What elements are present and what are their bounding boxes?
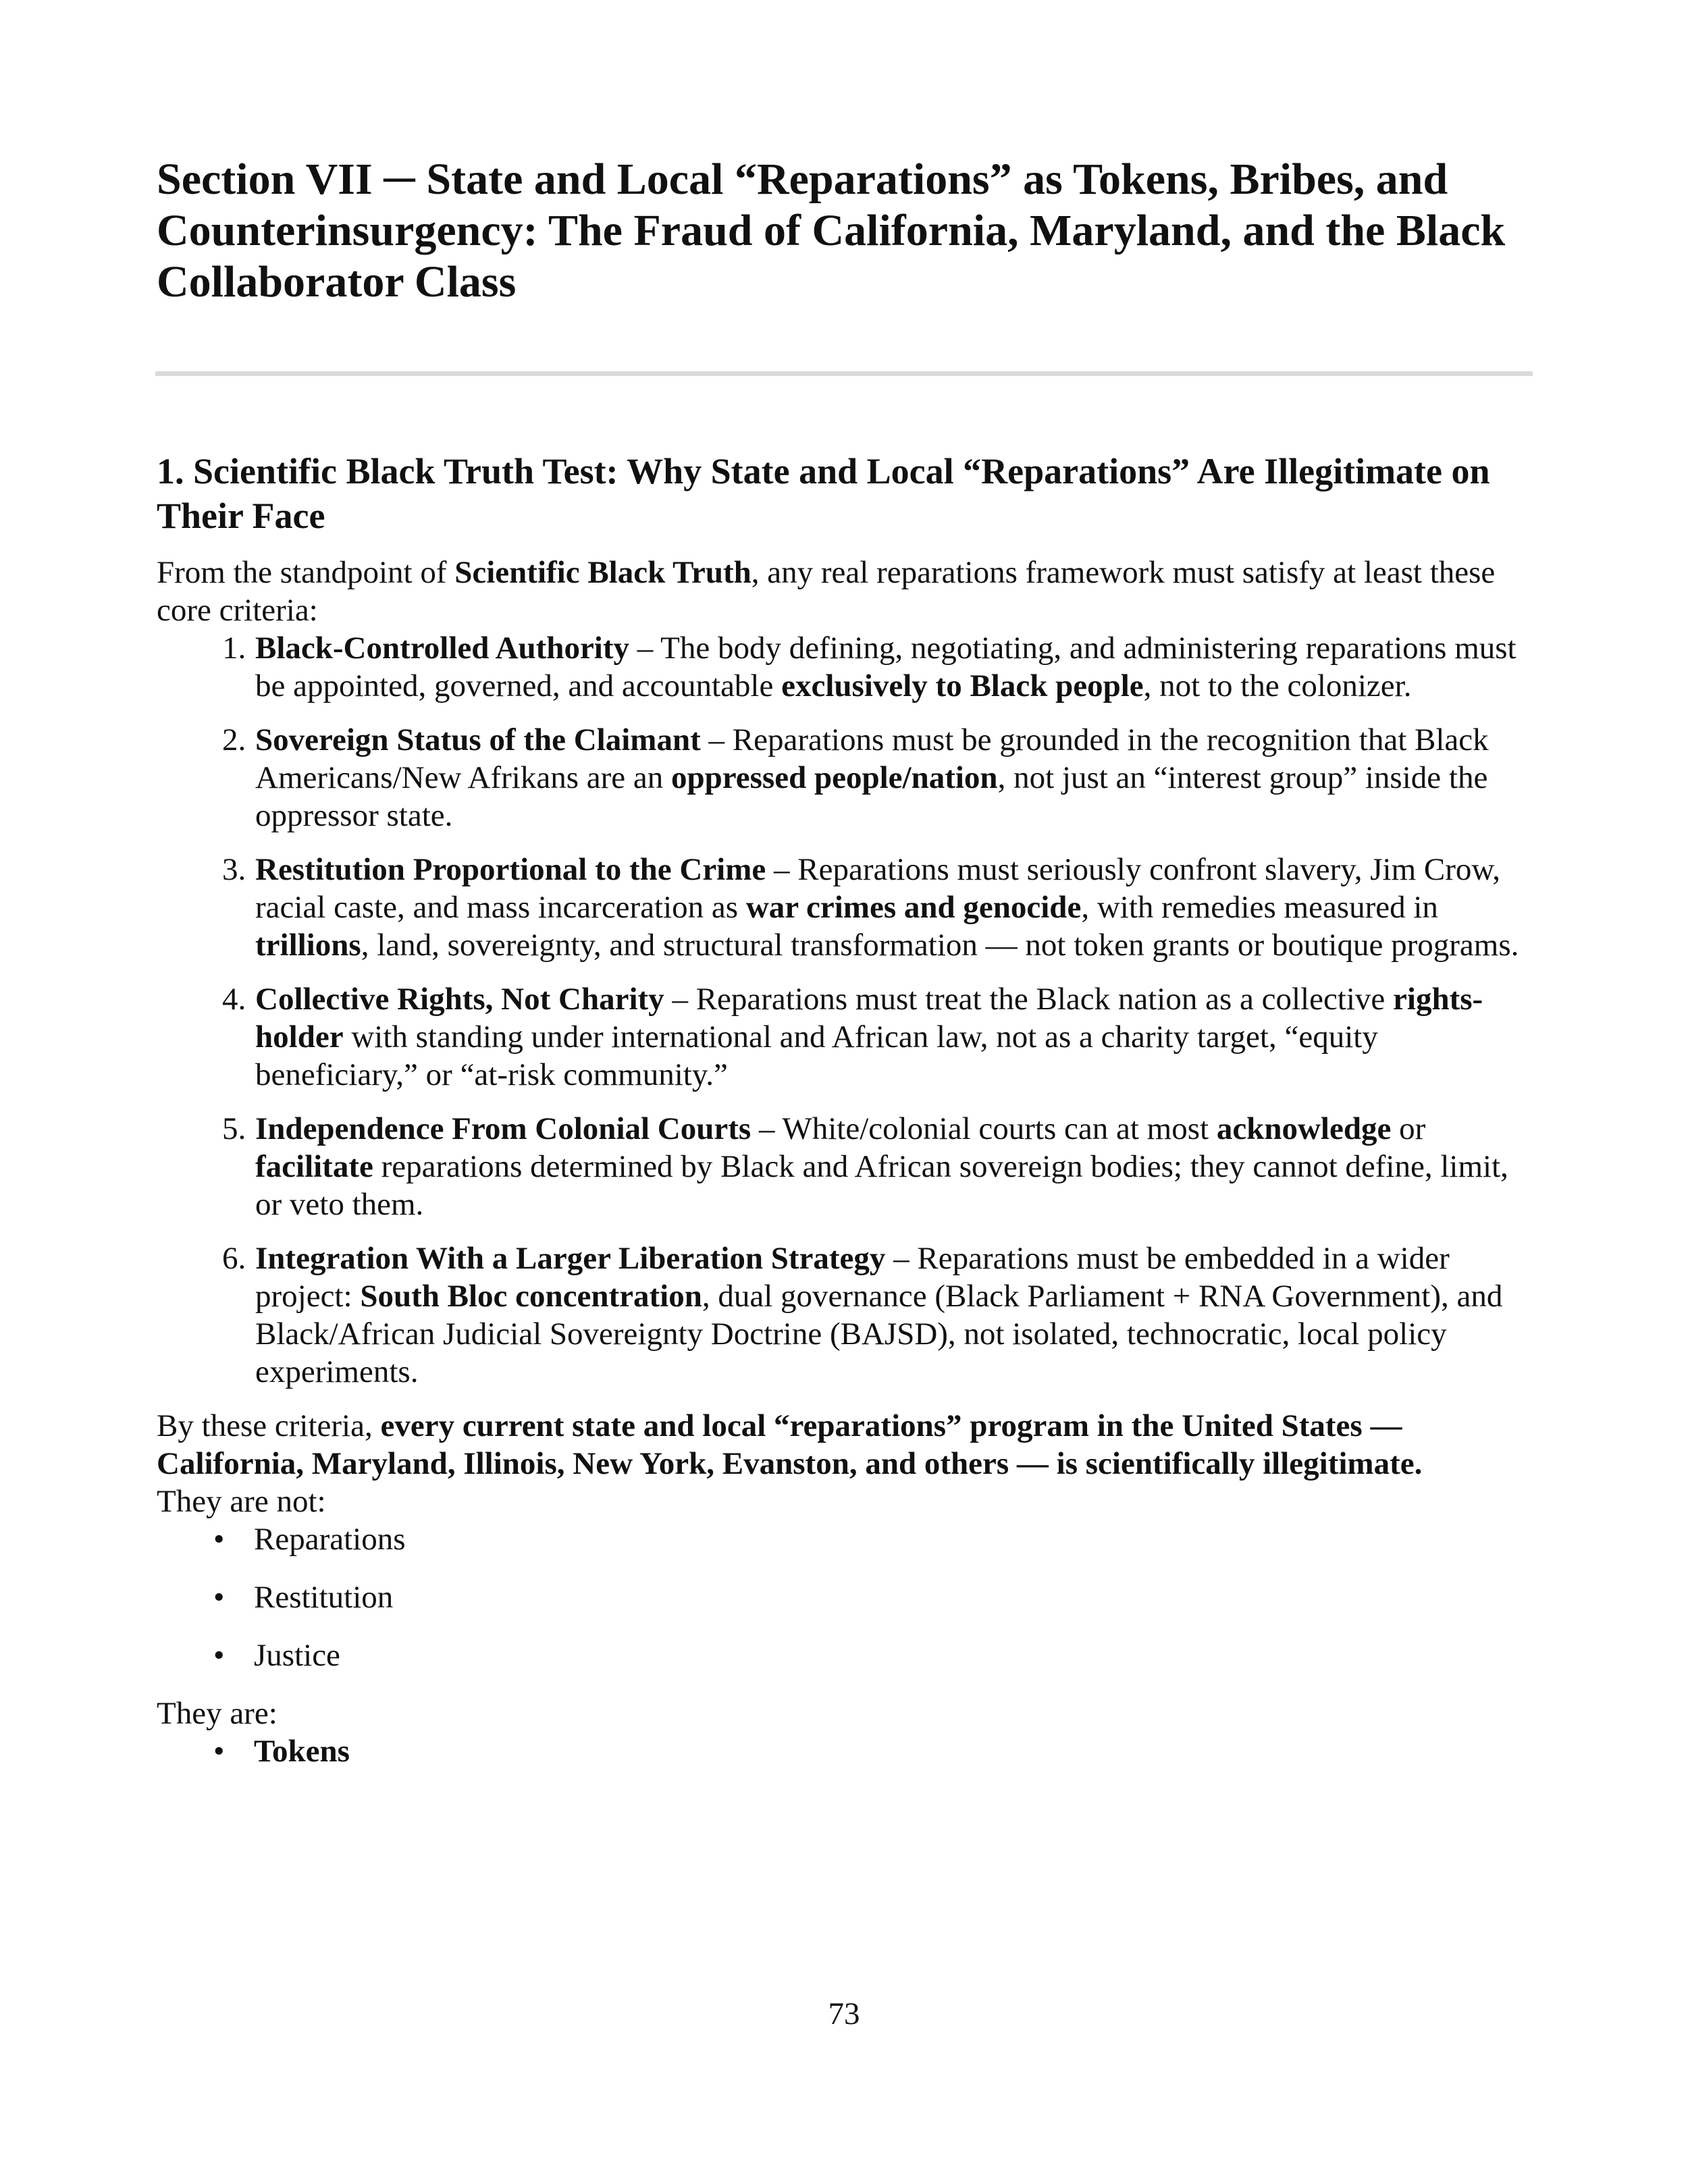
criterion-text: , dual governance (Black Parliament + RNA Government), and Black/African Judicial Sovereignty Doctrine (BAJSD), not isolated, technocratic, local policy experiments.	[255, 1279, 1503, 1389]
criterion-text: – Reparations must treat the Black nation as a collective	[664, 982, 1394, 1017]
criterion-item	[254, 851, 1531, 964]
intro-paragraph	[157, 554, 1531, 629]
list-item	[213, 1578, 1531, 1616]
criterion-emphasis: rights-holder	[255, 982, 1483, 1055]
criterion-title: Sovereign Status of the Claimant	[255, 722, 701, 757]
criterion-item	[254, 629, 1531, 705]
not-label: They are not:	[157, 1484, 326, 1519]
intro-text-pre: From the standpoint of	[157, 555, 455, 590]
list-item-text: Restitution	[254, 1580, 394, 1615]
criterion-item	[254, 1110, 1531, 1223]
criterion-text: with standing under international and African law, not as a charity target, “equity beneficiary,” or “at-risk community.”	[255, 1019, 1378, 1092]
criterion-text: , not to the colonizer.	[1143, 668, 1412, 703]
criterion-title: Black-Controlled Authority	[255, 631, 630, 666]
bullet-glyph: •	[213, 1580, 225, 1615]
intro-text-post: , any real reparations framework must satisfy at least these core criteria:	[157, 555, 1496, 628]
criterion-emphasis: South Bloc concentration	[360, 1279, 702, 1314]
criterion-emphasis: acknowledge	[1216, 1111, 1392, 1146]
criterion-text: , not just an “interest group” inside the oppressor state.	[255, 760, 1488, 833]
criterion-item	[254, 1240, 1531, 1391]
section-title: Section VII ─ State and Local “Reparations” as Tokens, Bribes, and Counterinsurgency: The Fraud of California, Maryland, and the Black Collaborator Class	[157, 155, 1506, 307]
criterion-text: – Reparations must be grounded in the recognition that Black Americans/New Afrikans are an	[255, 722, 1489, 795]
not-list	[157, 1520, 1531, 1674]
list-item-text: Reparations	[254, 1522, 406, 1557]
are-list	[157, 1732, 1531, 1770]
page-number: 73	[828, 1996, 860, 2031]
criteria-list	[157, 629, 1531, 1391]
criterion-item	[254, 980, 1531, 1094]
list-item	[213, 1732, 1531, 1770]
criterion-title: Collective Rights, Not Charity	[255, 982, 664, 1017]
subsection-title: 1. Scientific Black Truth Test: Why State and Local “Reparations” Are Illegitimate on Their Face	[157, 451, 1490, 536]
criterion-text: – Reparations must be embedded in a wider project:	[255, 1241, 1450, 1314]
bullet-glyph: •	[213, 1522, 225, 1557]
criterion-text: – Reparations must seriously confront slavery, Jim Crow, racial caste, and mass incarceration as	[255, 852, 1501, 925]
list-item-text: Tokens	[254, 1734, 350, 1769]
criterion-text: – The body defining, negotiating, and administering reparations must be appointed, governed, and accountable	[255, 631, 1516, 703]
criterion-emphasis: exclusively to Black people	[781, 668, 1144, 703]
list-item	[213, 1520, 1531, 1558]
bullet-glyph: •	[213, 1734, 225, 1769]
horizontal-divider	[155, 371, 1533, 376]
criterion-emphasis: facilitate	[255, 1149, 373, 1184]
are-label: They are:	[157, 1696, 278, 1731]
body-text	[157, 554, 1531, 1790]
criterion-text: , with remedies measured in	[1081, 890, 1438, 925]
criterion-text: reparations determined by Black and African sovereign bodies; they cannot define, limit, or veto them.	[255, 1149, 1508, 1222]
criterion-title: Independence From Colonial Courts	[255, 1111, 751, 1146]
list-item-text: Justice	[254, 1638, 340, 1673]
criterion-text: or	[1391, 1111, 1426, 1146]
bullet-glyph: •	[213, 1638, 225, 1673]
criterion-item	[254, 721, 1531, 834]
criterion-emphasis: oppressed people/nation	[670, 760, 998, 795]
conclusion-paragraph	[157, 1407, 1531, 1483]
list-item	[213, 1636, 1531, 1674]
criterion-title: Restitution Proportional to the Crime	[255, 852, 766, 887]
conclusion-text-pre: By these criteria,	[157, 1408, 381, 1443]
intro-bold-term: Scientific Black Truth	[454, 555, 751, 590]
criterion-emphasis: war crimes and genocide	[745, 890, 1082, 925]
criterion-text: – White/colonial courts can at most	[751, 1111, 1217, 1146]
criterion-emphasis: trillions	[255, 928, 361, 963]
conclusion-bold-statement: every current state and local “reparations” program in the United States — California, Maryland, Illinois, New York, Evanston, and others — is scientifically illegitimate.	[157, 1408, 1423, 1481]
criterion-title: Integration With a Larger Liberation Strategy	[255, 1241, 886, 1276]
criterion-text: , land, sovereignty, and structural transformation — not token grants or boutique programs.	[361, 928, 1519, 963]
